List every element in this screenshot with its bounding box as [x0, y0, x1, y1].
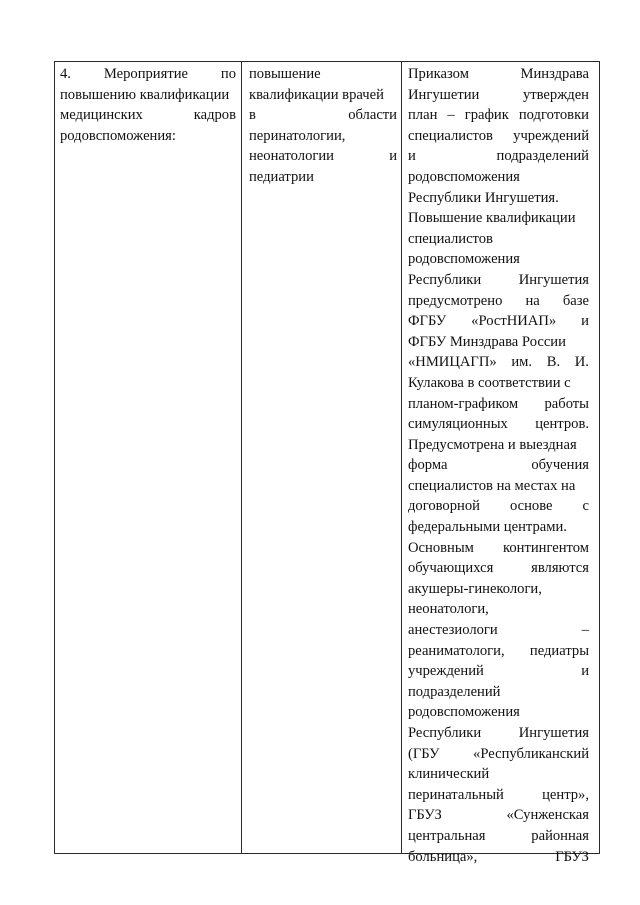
text-fragment: «Республиканский [473, 745, 589, 762]
text-fragment: – [447, 107, 455, 124]
text-fragment: утвержден [522, 86, 589, 103]
text-fragment: ГБУЗ [408, 807, 442, 824]
text-line [408, 373, 589, 394]
text-line [249, 64, 397, 85]
text-fragment: неонатологи, [408, 601, 489, 618]
text-fragment: план [408, 107, 438, 124]
text-fragment: перинатологии, [249, 127, 346, 144]
text-fragment: и [389, 148, 397, 165]
text-fragment: ФГБУ Минздрава России [408, 333, 566, 350]
text-fragment: области [348, 107, 397, 124]
text-fragment: родовспоможения [408, 704, 520, 721]
text-fragment: и [581, 663, 589, 680]
text-fragment: по [220, 66, 236, 82]
text-fragment: – [581, 622, 589, 639]
text-line [408, 702, 589, 723]
text-line [408, 764, 589, 785]
text-fragment: медицинских [60, 107, 143, 124]
text-line [60, 105, 236, 126]
text-line [408, 435, 589, 456]
text-line [249, 126, 397, 147]
text-fragment: Ингушетия [518, 271, 589, 288]
text-line [408, 641, 589, 662]
text-line [408, 394, 589, 415]
text-line [249, 85, 397, 106]
text-fragment: кадров [193, 107, 236, 124]
text-fragment: 4. [60, 66, 71, 82]
text-line [408, 311, 589, 332]
text-fragment: форма [408, 457, 448, 474]
text-fragment: являются [531, 560, 589, 577]
text-fragment: Ингушетии [408, 86, 480, 103]
text-line [408, 538, 589, 559]
text-fragment: федеральными центрами. [408, 519, 567, 536]
text-fragment: предусмотрено [408, 292, 503, 309]
text-line [408, 249, 589, 270]
text-fragment: им. [511, 354, 533, 371]
document-table [54, 61, 600, 865]
text-line [408, 805, 589, 826]
text-fragment: родовспоможения: [60, 127, 176, 144]
text-fragment: работы [544, 395, 589, 412]
cell-qualification-topic [249, 64, 397, 188]
text-line [408, 455, 589, 476]
text-fragment: обучающихся [408, 560, 494, 577]
text-fragment: специалистов на местах на [408, 477, 576, 494]
text-line [249, 105, 397, 126]
text-fragment: Основным [408, 539, 474, 556]
text-fragment: акушеры-гинекологи, [408, 580, 542, 597]
text-line [408, 682, 589, 703]
text-fragment: больница», [408, 848, 478, 865]
text-line [408, 847, 589, 868]
text-fragment: «Сунженская [506, 807, 589, 824]
text-fragment: в [249, 107, 256, 124]
text-fragment: подготовки [518, 107, 589, 124]
text-fragment: специалистов [408, 230, 493, 247]
text-fragment: родовспоможения [408, 251, 520, 268]
text-fragment: планом-графиком [408, 395, 519, 412]
text-line [408, 146, 589, 167]
text-line [60, 64, 236, 85]
text-line [249, 167, 397, 188]
text-line [408, 332, 589, 353]
text-line [408, 579, 589, 600]
text-line [408, 414, 589, 435]
text-fragment: центральная [408, 827, 486, 844]
text-fragment: педиатрии [249, 168, 314, 185]
text-fragment: Предусмотрена и выездная [408, 436, 577, 453]
text-fragment: график [464, 107, 509, 124]
text-fragment: Минздрава [520, 66, 589, 82]
column-divider [241, 62, 242, 853]
text-fragment: «РостНИАП» [471, 313, 557, 330]
text-fragment: клинический [408, 766, 490, 783]
text-line [408, 599, 589, 620]
text-fragment: неонатологии [249, 148, 334, 165]
text-fragment: центр», [542, 786, 589, 803]
text-fragment: основе [509, 498, 553, 515]
text-line [408, 270, 589, 291]
text-fragment: родовспоможения [408, 168, 520, 185]
text-fragment: Приказом [408, 66, 469, 82]
text-line [408, 620, 589, 641]
text-fragment: Кулакова в соответствии с [408, 374, 571, 391]
text-fragment: районная [531, 827, 589, 844]
text-fragment: и [408, 148, 416, 165]
text-fragment: контингентом [503, 539, 589, 556]
text-line [408, 188, 589, 209]
text-fragment: ФГБУ [408, 313, 447, 330]
text-line [408, 85, 589, 106]
text-fragment: анестезиологи [408, 622, 498, 639]
text-fragment: договорной [408, 498, 480, 515]
text-fragment: реаниматологи, [408, 642, 505, 659]
text-line [408, 785, 589, 806]
text-fragment: Республики [408, 271, 482, 288]
text-line [408, 208, 589, 229]
cell-implementation-details [408, 64, 589, 867]
text-fragment: И. [574, 354, 589, 371]
column-divider [401, 62, 402, 853]
text-line [408, 229, 589, 250]
text-line [408, 826, 589, 847]
text-line [408, 352, 589, 373]
text-fragment: базе [562, 292, 589, 309]
text-fragment: «НМИЦАГП» [408, 354, 497, 371]
text-fragment: Мероприятие [103, 66, 188, 82]
text-line [249, 146, 397, 167]
text-line [408, 661, 589, 682]
text-fragment: ГБУЗ [555, 848, 589, 865]
text-line [408, 105, 589, 126]
text-fragment: подразделений [496, 148, 589, 165]
text-fragment: Ингушетия [518, 725, 589, 741]
text-fragment: специалистов [408, 127, 493, 144]
text-line [408, 744, 589, 765]
text-fragment: на [525, 292, 540, 309]
text-fragment: подразделений [408, 683, 501, 700]
text-line [60, 85, 236, 106]
text-fragment: учреждений [513, 127, 589, 144]
text-fragment: повышение [249, 66, 321, 82]
text-fragment: повышению квалификации [60, 86, 230, 103]
text-line [60, 126, 236, 147]
text-line [408, 64, 589, 85]
text-line [408, 496, 589, 517]
text-fragment: (ГБУ [408, 745, 440, 762]
text-fragment: Повышение квалификации [408, 210, 576, 227]
text-fragment: квалификации врачей [249, 86, 384, 103]
text-line [408, 291, 589, 312]
text-fragment: В. [546, 354, 561, 371]
text-line [408, 723, 589, 744]
text-fragment: с [582, 498, 589, 515]
text-line [408, 126, 589, 147]
text-fragment: и [581, 313, 589, 330]
text-fragment: Республики Ингушетия. [408, 189, 559, 206]
text-fragment: педиатры [529, 642, 589, 659]
text-line [408, 517, 589, 538]
text-line [408, 167, 589, 188]
text-fragment: Республики [408, 725, 482, 741]
text-fragment: перинатальный [408, 786, 504, 803]
text-fragment: учреждений [408, 663, 484, 680]
text-line [408, 558, 589, 579]
text-fragment: обучения [531, 457, 589, 474]
text-fragment: центров. [535, 416, 589, 433]
text-fragment: симуляционных [408, 416, 508, 433]
text-line [408, 476, 589, 497]
cell-measure [60, 64, 236, 146]
